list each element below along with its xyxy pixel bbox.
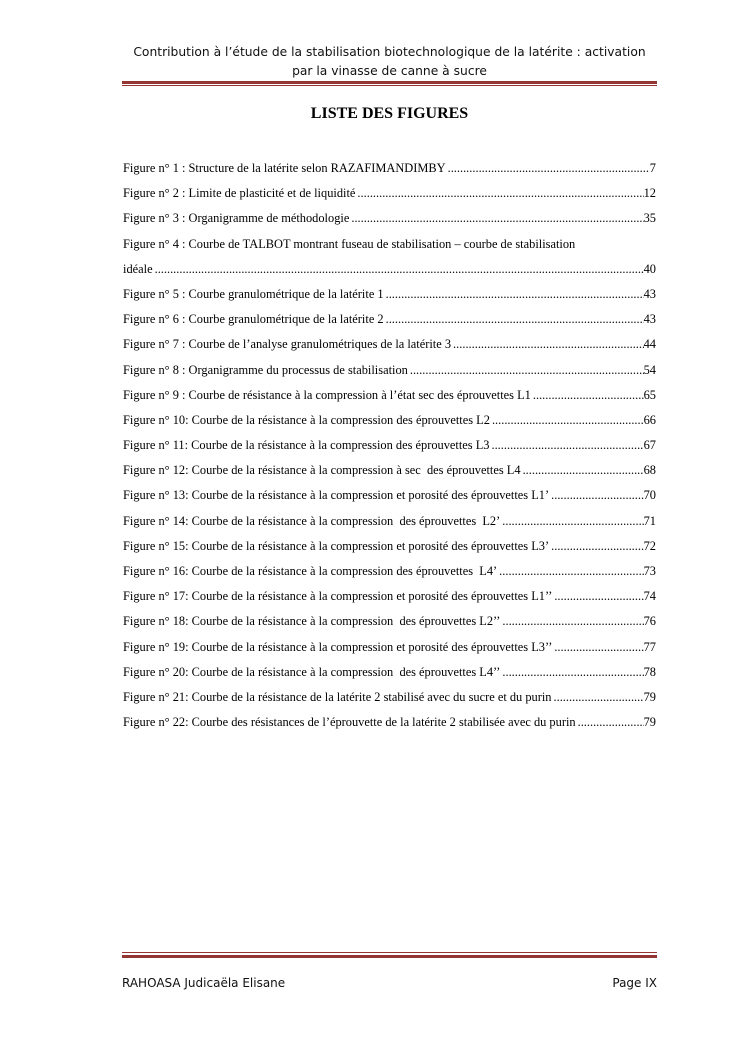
figure-list [123,156,656,735]
entry-line [123,257,656,282]
entry-line [123,710,656,735]
entry-page-number: 72 [643,538,656,553]
entry-title-line-1: Figure n° 4 : Courbe de TALBOT montrant fuseau de stabilisation – courbe de stabilisation [123,236,576,251]
entry-line [123,433,656,458]
entry-page-number: 67 [643,438,656,453]
figure-list-entry[interactable] [123,156,656,181]
entry-title: Figure n° 3 : Organigramme de méthodologie [123,211,350,226]
dot-leader [451,332,644,357]
entry-title: Figure n° 10: Courbe de la résistance à la compression des éprouvettes L2 [123,412,490,427]
dot-leader [552,584,643,609]
entry-title: Figure n° 12: Courbe de la résistance à la compression à sec des éprouvettes L4 [123,463,521,478]
dot-leader [549,483,643,508]
entry-title: Figure n° 13: Courbe de la résistance à la compression et porosité des éprouvettes L1’ [123,488,550,503]
entry-page-number: 40 [643,261,656,276]
entry-line [123,483,656,508]
dot-leader [497,559,643,584]
entry-line [123,206,656,231]
running-header [122,43,657,81]
figure-list-entry[interactable] [123,609,656,634]
entry-line [123,609,656,634]
entry-line [123,307,656,332]
dot-leader [349,206,643,231]
entry-line [123,685,656,710]
entry-title: Figure n° 14: Courbe de la résistance à la compression des éprouvettes L2’ [123,513,501,528]
entry-page-number: 71 [643,513,656,528]
entry-title: Figure n° 1 : Structure de la latérite selon RAZAFIMANDIMBY [123,161,446,175]
dot-leader [521,458,644,483]
figure-list-entry[interactable] [123,458,656,483]
footer-rule [122,955,657,958]
entry-line [123,660,656,685]
figure-list-entry[interactable] [123,685,656,710]
footer-page-number: Page IX [612,976,657,990]
figure-list-entry[interactable] [123,332,656,357]
entry-line [123,534,656,559]
entry-page-number: 76 [643,614,656,629]
entry-title: Figure n° 8 : Organigramme du processus de stabilisation [123,362,408,377]
entry-page-number: 43 [643,286,656,301]
figure-list-entry[interactable] [123,358,656,383]
entry-page-number: 74 [643,589,656,604]
figure-list-entry[interactable] [123,408,656,433]
entry-page-number: 73 [643,564,656,578]
footer-rule-thin [122,952,657,953]
entry-line [123,509,656,534]
entry-page-number: 35 [643,211,656,226]
entry-title: Figure n° 21: Courbe de la résistance de la latérite 2 stabilisé avec du sucre et du purin [123,689,552,704]
dot-leader [576,710,644,735]
entry-line [123,559,656,584]
figure-list-entry[interactable] [123,483,656,508]
entry-line [123,282,656,307]
entry-page-number: 77 [643,639,656,654]
dot-leader [500,609,643,634]
dot-leader [153,257,644,282]
entry-title: Figure n° 18: Courbe de la résistance à la compression des éprouvettes L2’’ [123,614,501,629]
running-footer [122,976,657,990]
entry-title: Figure n° 19: Courbe de la résistance à la compression et porosité des éprouvettes L3’’ [123,639,553,654]
entry-page-number: 12 [643,186,656,201]
entry-title: Figure n° 5 : Courbe granulométrique de la latérite 1 [123,286,384,301]
entry-title: Figure n° 9 : Courbe de résistance à la compression à l’état sec des éprouvettes L1 [123,387,531,402]
page-title: LISTE DES FIGURES [310,105,469,122]
figure-list-entry[interactable] [123,584,656,609]
dot-leader [549,534,643,559]
figure-list-entry[interactable] [123,710,656,735]
entry-line [123,156,656,181]
figure-list-entry[interactable] [123,559,656,584]
figure-list-entry[interactable] [123,232,656,282]
dot-leader [384,307,644,332]
entry-line [123,458,656,483]
entry-title: Figure n° 11: Courbe de la résistance à la compression des éprouvettes L3 [123,438,490,453]
entry-line [123,358,656,383]
dot-leader [489,433,643,458]
entry-title: Figure n° 7 : Courbe de l’analyse granulométriques de la latérite 3 [123,337,452,352]
header-rule-thin [122,85,657,86]
figure-list-entry[interactable] [123,282,656,307]
header-line-2: par la vinasse de canne à sucre [292,64,487,78]
figure-list-entry[interactable] [123,660,656,685]
entry-title: Figure n° 6 : Courbe granulométrique de la latérite 2 [123,312,384,327]
entry-line [123,383,656,408]
entry-page-number: 66 [643,412,656,427]
footer-author: RAHOASA Judicaëla Elisane [122,976,286,990]
entry-title: Figure n° 22: Courbe des résistances de l’éprouvette de la latérite 2 stabilisée avec du purin [123,715,576,730]
figure-list-entry[interactable] [123,383,656,408]
entry-page-number: 79 [643,689,656,704]
header-rule [122,81,657,84]
entry-page-number: 7 [649,161,656,175]
dot-leader [500,660,643,685]
dot-leader [490,408,644,433]
figure-list-entry[interactable] [123,181,656,206]
figure-list-entry[interactable] [123,534,656,559]
dot-leader [446,156,650,181]
entry-line [123,181,656,206]
entry-line [123,408,656,433]
entry-line [123,584,656,609]
entry-title: Figure n° 2 : Limite de plasticité et de liquidité [123,186,356,201]
dot-leader [552,685,644,710]
entry-line [123,635,656,660]
entry-page-number: 68 [643,463,656,478]
entry-page-number: 78 [643,664,656,679]
figure-list-entry[interactable] [123,635,656,660]
dot-leader [552,635,643,660]
figure-list-entry[interactable] [123,509,656,534]
entry-title: Figure n° 15: Courbe de la résistance à la compression et porosité des éprouvettes L3’ [123,538,550,553]
header-line-1: Contribution à l’étude de la stabilisation biotechnologique de la latérite : activation [133,45,646,59]
entry-page-number: 65 [643,387,656,402]
entry-line [123,332,656,357]
dot-leader [355,181,643,206]
entry-title: idéale [123,261,153,276]
dot-leader [500,509,643,534]
dot-leader [531,383,644,408]
dot-leader [384,282,644,307]
entry-page-number: 79 [643,715,656,730]
figure-list-entry[interactable] [123,307,656,332]
entry-page-number: 70 [643,488,656,503]
entry-page-number: 54 [643,362,656,377]
figure-list-entry[interactable] [123,206,656,231]
entry-title: Figure n° 17: Courbe de la résistance à la compression et porosité des éprouvettes L1’’ [123,589,553,604]
dot-leader [408,358,644,383]
entry-page-number: 44 [643,337,656,352]
entry-title: Figure n° 20: Courbe de la résistance à la compression des éprouvettes L4’’ [123,664,501,679]
entry-title: Figure n° 16: Courbe de la résistance à la compression des éprouvettes L4’ [123,564,498,578]
entry-page-number: 43 [643,312,656,327]
figure-list-entry[interactable] [123,433,656,458]
